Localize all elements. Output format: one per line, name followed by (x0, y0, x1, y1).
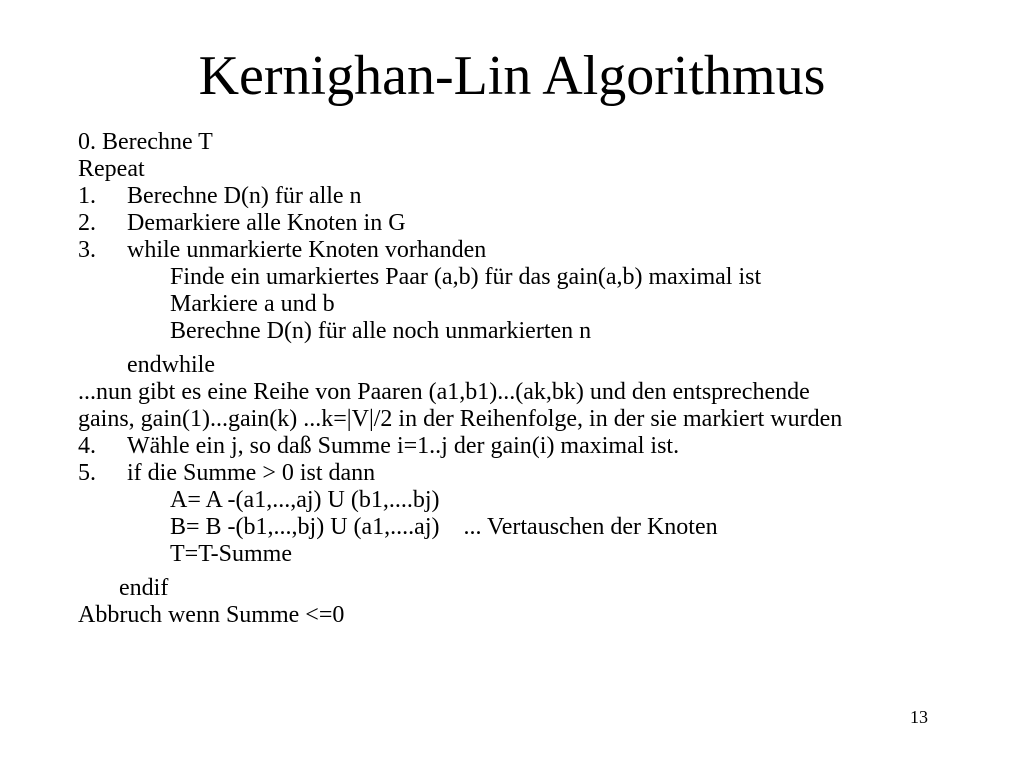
step-2-number: 2. (78, 210, 96, 236)
step-4 (78, 433, 679, 460)
step-3-substep-mark: Markiere a und b (170, 291, 335, 317)
line-berechne-t: 0. Berechne T (78, 129, 213, 155)
step-3-substep-find: Finde ein umarkiertes Paar (a,b) für das gain(a,b) maximal ist (170, 264, 762, 290)
step-5 (78, 460, 375, 487)
step-5-substep-a: A= A -(a1,...,aj) U (b1,....bj) (170, 487, 440, 513)
step-3-substep-compute: Berechne D(n) für alle noch unmarkierten n (170, 318, 592, 344)
step-5-substep-b: B= B -(b1,...,bj) U (a1,....aj) ... Vertauschen der Knoten (170, 514, 718, 540)
note-line-2: gains, gain(1)...gain(k) ...k=|V|/2 in der Reihenfolge, in der sie markiert wurden (78, 406, 843, 432)
note-line-1: ...nun gibt es eine Reihe von Paaren (a1,b1)...(ak,bk) und den entsprechende (78, 379, 810, 405)
line-abort: Abbruch wenn Summe <=0 (78, 602, 345, 628)
step-4-text: Wähle ein j, so daß Summe i=1..j der gain(i) maximal ist. (127, 433, 680, 459)
slide-title: Kernighan-Lin Algorithmus (198, 45, 826, 107)
line-repeat: Repeat (78, 156, 145, 182)
step-4-number: 4. (78, 433, 96, 459)
step-5-number: 5. (78, 460, 96, 486)
step-5-substep-t: T=T-Summe (170, 541, 292, 567)
page-number: 13 (910, 707, 928, 727)
step-1-text: Berechne D(n) für alle n (127, 183, 362, 209)
step-1-number: 1. (78, 183, 96, 209)
line-endif: endif (119, 575, 169, 601)
step-3 (78, 237, 486, 264)
step-3-text: while unmarkierte Knoten vorhanden (127, 237, 487, 263)
step-1 (78, 183, 362, 210)
step-2 (78, 210, 406, 237)
step-5-text: if die Summe > 0 ist dann (127, 460, 376, 486)
step-3-number: 3. (78, 237, 96, 263)
step-2-text: Demarkiere alle Knoten in G (127, 210, 406, 236)
line-endwhile: endwhile (127, 352, 215, 378)
